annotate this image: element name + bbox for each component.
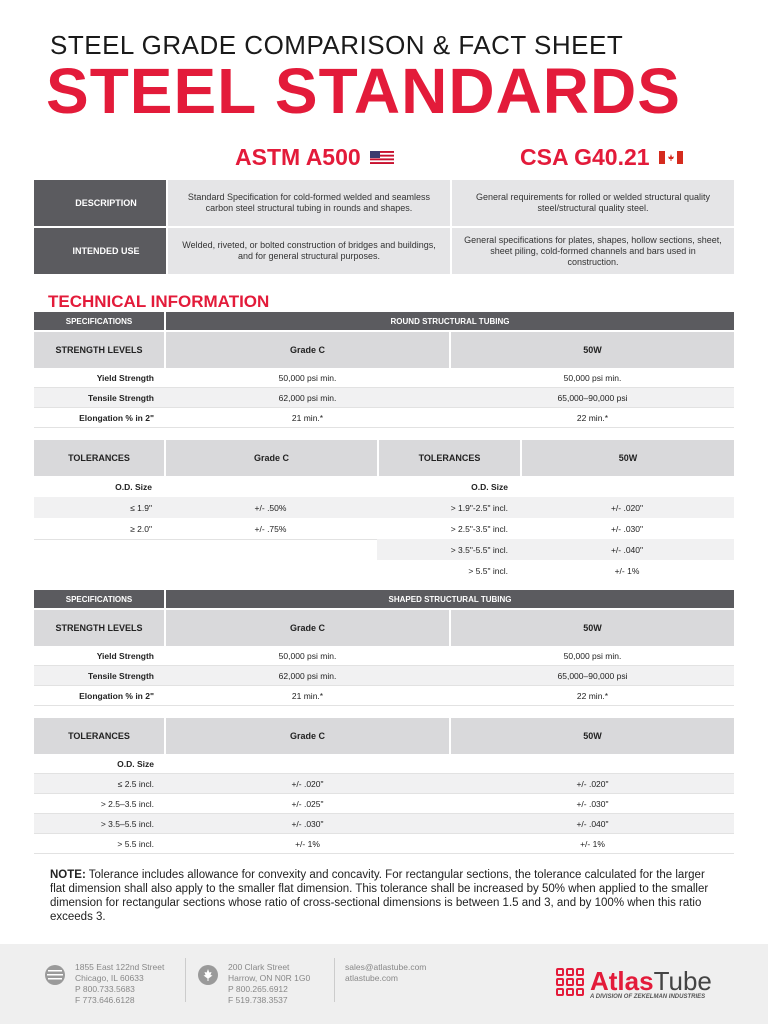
page-subtitle: STEEL GRADE COMPARISON & FACT SHEET bbox=[50, 30, 624, 60]
shaped-spec-label: SPECIFICATIONS bbox=[34, 590, 164, 608]
tol-size-astm: ≤ 1.9" bbox=[34, 497, 164, 518]
table-row bbox=[34, 646, 734, 666]
technical-information-heading: TECHNICAL INFORMATION bbox=[48, 292, 270, 311]
logo-subtitle: A DIVISION OF ZEKELMAN INDUSTRIES bbox=[590, 994, 706, 1000]
shaped-tol-grade-csa: 50W bbox=[451, 718, 734, 754]
round-section-title: ROUND STRUCTURAL TUBING bbox=[166, 312, 734, 330]
description-csa: General requirements for rolled or welded structural quality steel/structural quality steel. bbox=[452, 180, 734, 226]
tol-value-csa: +/- .020" bbox=[520, 497, 734, 518]
shaped-tubing-table bbox=[34, 590, 734, 706]
tol-value-csa: +/- .040" bbox=[576, 818, 609, 829]
us-flag-icon bbox=[370, 151, 394, 164]
us-address-line2: Chicago, IL 60633 bbox=[75, 973, 144, 983]
row-label: Elongation % in 2" bbox=[79, 690, 154, 701]
row-label: Tensile Strength bbox=[88, 670, 154, 681]
row-label: Tensile Strength bbox=[88, 392, 154, 403]
tol-size: > 3.5–5.5 incl. bbox=[100, 818, 154, 829]
description-table bbox=[34, 180, 734, 276]
us-phone: P 800.733.5683 bbox=[75, 984, 135, 994]
tol-value-astm: +/- 1% bbox=[295, 838, 320, 849]
table-row bbox=[34, 794, 734, 814]
table-row bbox=[34, 774, 734, 794]
footer-divider bbox=[185, 958, 186, 1002]
standard-astm-heading bbox=[235, 144, 394, 171]
shaped-tolerances-table bbox=[34, 718, 734, 854]
table-row bbox=[34, 476, 734, 497]
tol-value-astm: +/- .75% bbox=[254, 523, 287, 534]
round-tubing-table bbox=[34, 312, 734, 428]
page-title: STEEL STANDARDS bbox=[46, 55, 681, 127]
round-tol-grade-csa: 50W bbox=[522, 440, 734, 476]
row-value-astm: 62,000 psi min. bbox=[278, 670, 337, 681]
od-size-label: O.D. Size bbox=[471, 481, 508, 492]
tol-value-astm: +/- .030" bbox=[291, 818, 324, 829]
tol-size-astm: ≥ 2.0" bbox=[130, 523, 152, 534]
ca-phone: P 800.265.6912 bbox=[228, 984, 288, 994]
tolerance-note bbox=[50, 868, 720, 924]
tol-value-csa: +/- .030" bbox=[576, 798, 609, 809]
intended-use-astm: Welded, riveted, or bolted construction of bridges and buildings, and for general structural purposes. bbox=[168, 228, 450, 274]
round-tol-grade-astm: Grade C bbox=[166, 440, 377, 476]
canada-flag-icon bbox=[659, 151, 683, 164]
note-text: Tolerance includes allowance for convexity and concavity. For rectangular sections, the tolerance calculated for the larger flat dimension shall also apply to the smaller flat dimension. This tolerance shall be increased by 50% when applied to the smaller dimension for rectangular sections whose ratio of cross-sectional dimensions is between 1.5 and 3, and by 100% when this ratio exceeds 3. bbox=[50, 869, 709, 923]
tol-size-csa: > 1.9"-2.5" incl. bbox=[377, 497, 520, 518]
tol-value-csa: +/- .020" bbox=[576, 778, 609, 789]
tol-size: > 2.5–3.5 incl. bbox=[100, 798, 154, 809]
row-label: Yield Strength bbox=[96, 650, 154, 661]
atlas-tube-logo bbox=[556, 966, 712, 997]
round-strength-label: STRENGTH LEVELS bbox=[34, 332, 164, 368]
canada-address bbox=[228, 962, 310, 1006]
us-address-line1: 1855 East 122nd Street bbox=[75, 962, 165, 972]
tol-size-csa: > 5.5" incl. bbox=[468, 565, 508, 576]
logo-text: AtlasTube bbox=[590, 966, 712, 996]
description-row bbox=[34, 180, 734, 226]
round-tolerances-table bbox=[34, 440, 734, 581]
row-value-astm: 21 min.* bbox=[291, 690, 324, 701]
ca-address-line2: Harrow, ON N0R 1G0 bbox=[228, 973, 311, 983]
standard-csa-label: CSA G40.21 bbox=[520, 144, 650, 170]
table-row bbox=[34, 754, 734, 774]
round-strength-header bbox=[34, 332, 734, 368]
row-value-astm: 50,000 psi min. bbox=[278, 650, 337, 661]
ca-fax: F 519.738.3537 bbox=[228, 995, 288, 1005]
table-row bbox=[34, 686, 734, 706]
tol-size-csa: > 2.5"-3.5" incl. bbox=[450, 523, 508, 534]
table-row bbox=[34, 814, 734, 834]
footer bbox=[0, 944, 768, 1024]
contact-links bbox=[345, 962, 426, 984]
shaped-strength-header bbox=[34, 610, 734, 646]
shaped-spec-bar bbox=[34, 590, 734, 608]
shaped-section-title: SHAPED STRUCTURAL TUBING bbox=[166, 590, 734, 608]
intended-use-label: INTENDED USE bbox=[34, 228, 166, 274]
row-value-astm: 21 min.* bbox=[291, 412, 324, 423]
website-link[interactable]: atlastube.com bbox=[345, 973, 398, 983]
table-row bbox=[34, 560, 734, 581]
intended-use-csa: General specifications for plates, shapes, hollow sections, sheet, sheet piling, cold-formed channels and bars used in construction. bbox=[452, 228, 734, 274]
tol-value-csa: +/- 1% bbox=[580, 838, 605, 849]
row-value-csa: 50,000 psi min. bbox=[563, 650, 622, 661]
email-link[interactable]: sales@atlastube.com bbox=[345, 962, 427, 972]
tol-value-csa: +/- .040" bbox=[520, 539, 734, 560]
round-tolerances-header bbox=[34, 440, 734, 476]
tol-value-csa: +/- 1% bbox=[614, 565, 640, 576]
intended-use-row bbox=[34, 228, 734, 274]
shaped-tol-grade-astm: Grade C bbox=[166, 718, 449, 754]
ca-address-line1: 200 Clark Street bbox=[228, 962, 290, 972]
row-value-astm: 62,000 psi min. bbox=[278, 392, 337, 403]
us-fax: F 773.646.6128 bbox=[75, 995, 135, 1005]
standard-csa-heading bbox=[520, 144, 683, 171]
note-label: NOTE: bbox=[50, 869, 86, 881]
tol-value-csa: +/- .030" bbox=[610, 523, 644, 534]
table-row bbox=[34, 666, 734, 686]
table-row bbox=[34, 408, 734, 428]
description-label: DESCRIPTION bbox=[34, 180, 166, 226]
shaped-grade-csa: 50W bbox=[451, 610, 734, 646]
row-value-csa: 22 min.* bbox=[576, 412, 609, 423]
canada-globe-icon bbox=[197, 964, 219, 986]
round-grade-astm: Grade C bbox=[166, 332, 449, 368]
round-spec-bar bbox=[34, 312, 734, 330]
table-row bbox=[34, 539, 734, 560]
table-row bbox=[34, 518, 734, 539]
round-spec-label: SPECIFICATIONS bbox=[34, 312, 164, 330]
row-value-csa: 22 min.* bbox=[576, 690, 609, 701]
us-globe-icon bbox=[44, 964, 66, 986]
tol-value-astm: +/- .50% bbox=[164, 497, 377, 518]
row-label: Elongation % in 2" bbox=[79, 412, 154, 423]
table-row bbox=[34, 834, 734, 854]
footer-divider bbox=[334, 958, 335, 1002]
standard-astm-label: ASTM A500 bbox=[235, 144, 361, 170]
round-tol-label-astm: TOLERANCES bbox=[34, 440, 164, 476]
shaped-strength-label: STRENGTH LEVELS bbox=[34, 610, 164, 646]
tol-size: ≤ 2.5 incl. bbox=[117, 778, 154, 789]
us-address bbox=[75, 962, 164, 1006]
tol-value-astm: +/- .020" bbox=[291, 778, 324, 789]
tol-size: > 5.5 incl. bbox=[117, 838, 154, 849]
table-row bbox=[34, 497, 734, 518]
row-value-astm: 50,000 psi min. bbox=[278, 372, 337, 383]
row-label: Yield Strength bbox=[96, 372, 154, 383]
row-value-csa: 65,000–90,000 psi bbox=[557, 670, 628, 681]
table-row bbox=[34, 368, 734, 388]
od-size-label: O.D. Size bbox=[115, 481, 152, 492]
shaped-tolerances-header bbox=[34, 718, 734, 754]
logo-grid-icon bbox=[556, 968, 584, 996]
table-row bbox=[34, 388, 734, 408]
tol-size-csa: > 3.5"-5.5" incl. bbox=[377, 539, 520, 560]
shaped-grade-astm: Grade C bbox=[166, 610, 449, 646]
row-value-csa: 65,000–90,000 psi bbox=[557, 392, 628, 403]
shaped-tol-label: TOLERANCES bbox=[34, 718, 164, 754]
od-size-label: O.D. Size bbox=[117, 758, 154, 769]
tol-value-astm: +/- .025" bbox=[291, 798, 324, 809]
round-grade-csa: 50W bbox=[451, 332, 734, 368]
round-tol-label-csa: TOLERANCES bbox=[379, 440, 520, 476]
description-astm: Standard Specification for cold-formed welded and seamless carbon steel structural tubing in rounds and shapes. bbox=[168, 180, 450, 226]
row-value-csa: 50,000 psi min. bbox=[563, 372, 622, 383]
